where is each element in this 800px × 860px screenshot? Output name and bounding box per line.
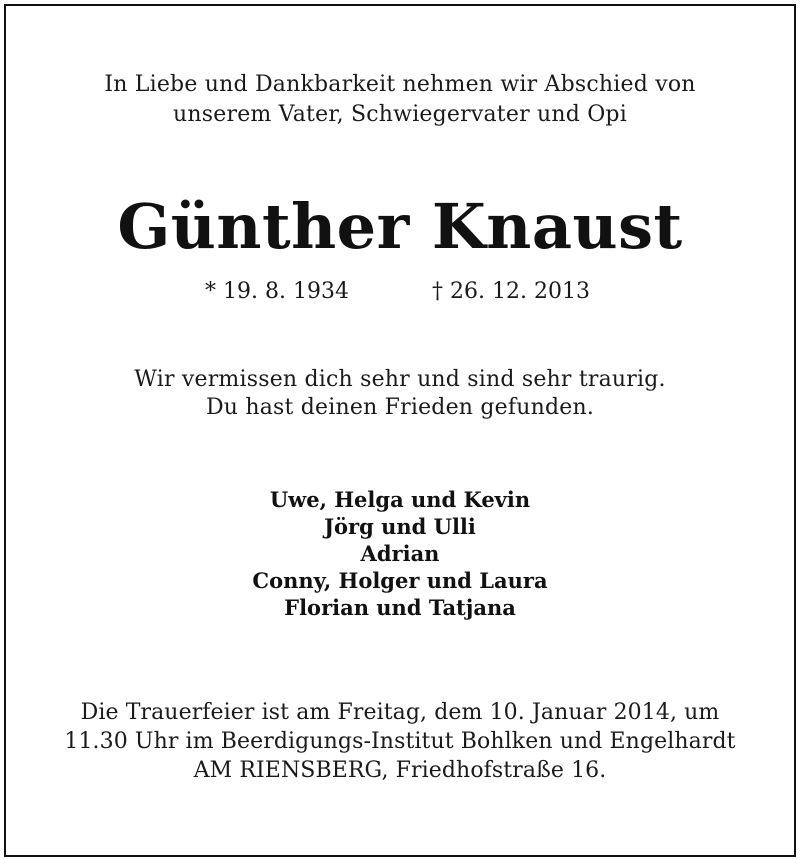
memorial-quote [0, 366, 800, 422]
quote-line-2: Du hast deinen Frieden gefunden. [205, 395, 595, 420]
funeral-service-info [0, 698, 800, 785]
family-member: Adrian [360, 541, 440, 566]
family-member: Jörg und Ulli [324, 514, 476, 539]
family-list [0, 486, 800, 621]
intro-line-1: In Liebe und Dankbarkeit nehmen wir Abschied von [104, 72, 696, 97]
quote-line-1: Wir vermissen dich sehr und sind sehr traurig. [134, 367, 666, 392]
family-member: Florian und Tatjana [284, 595, 516, 620]
family-member: Conny, Holger und Laura [252, 568, 548, 593]
intro-text [0, 70, 800, 130]
life-dates [0, 277, 800, 307]
service-line-1: Die Trauerfeier ist am Freitag, dem 10. Januar 2014, um [80, 700, 720, 725]
intro-line-2: unserem Vater, Schwiegervater und Opi [173, 102, 627, 127]
service-line-2: 11.30 Uhr im Beerdigungs-Institut Bohlken und Engelhardt [64, 729, 736, 754]
family-member: Uwe, Helga und Kevin [269, 487, 531, 512]
death-date: † 26. 12. 2013 [432, 279, 590, 304]
birth-date: * 19. 8. 1934 [205, 279, 349, 304]
service-line-3: AM RIENSBERG, Friedhofstraße 16. [193, 758, 607, 783]
deceased-name: Günther Knaust [117, 190, 683, 263]
